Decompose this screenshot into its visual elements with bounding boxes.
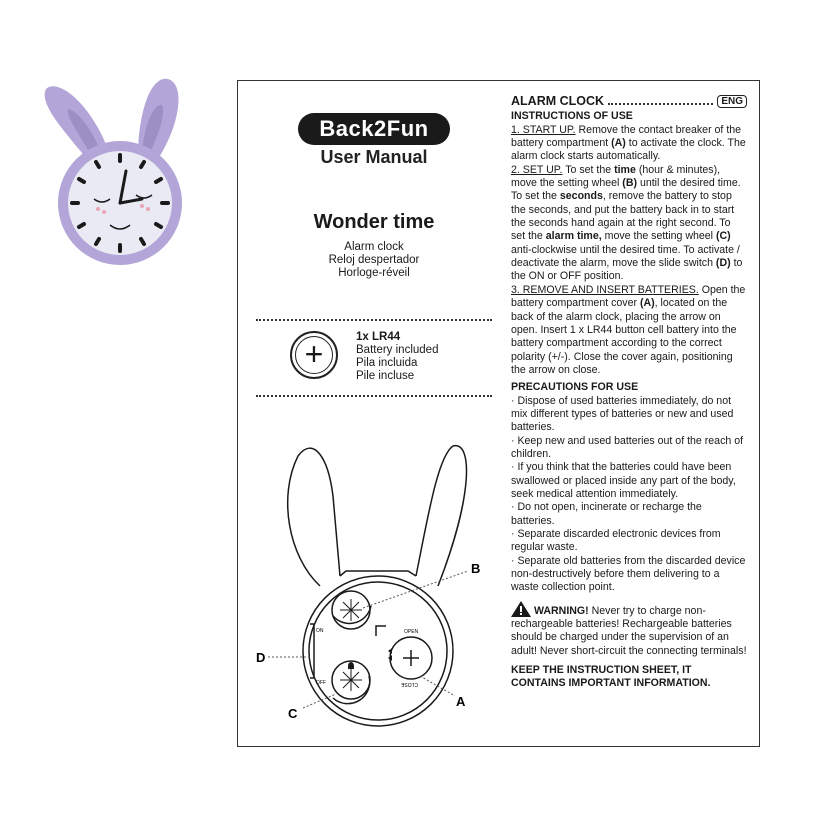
precaution-item: · Separate discarded electronic devices from regular waste. [511, 528, 721, 554]
switch-off-label: OFF [316, 680, 326, 686]
instructions-column [511, 95, 747, 691]
battery-icon [290, 331, 338, 379]
instruction-text-run: Remove the contact breaker of the battery compartment [511, 123, 742, 150]
label-c: C [288, 706, 298, 721]
instruction-text-run: To set the [562, 163, 615, 176]
instruction-step [511, 124, 747, 164]
label-a: A [456, 694, 466, 709]
instruction-text-run: (C) [715, 230, 731, 243]
battery-line: Pila incluida [356, 357, 418, 369]
switch-on-label: ON [316, 628, 324, 634]
instruction-text-run: (A) [639, 297, 655, 310]
instruction-text-run: move the setting wheel [601, 230, 716, 243]
instruction-text-run: 1. START UP. [511, 123, 576, 136]
instructions-heading: INSTRUCTIONS OF USE [511, 110, 633, 123]
instructions-body [511, 124, 747, 378]
open-label: OPEN [404, 629, 419, 635]
precaution-item: · Dispose of used batteries immediately, do not mix different types of batteries or new and used batteries. [511, 394, 734, 434]
warning-icon [511, 601, 531, 617]
product-type: Horloge-réveil [338, 267, 410, 279]
instruction-text-run: 2. SET UP. [511, 163, 563, 176]
language-badge: ENG [717, 95, 747, 108]
instruction-text-run: to the ON or OFF position. [511, 257, 743, 283]
manual-title: User Manual [320, 147, 428, 167]
instruction-text-run: , located on the back of the alarm clock, placing the arrow on open. Insert 1 x LR44 button cell battery into the battery compartment according to the correct polarity (+/-). Close the cover again, positioning the arrow on close. [511, 297, 737, 376]
bunny-clock-illustration [38, 75, 198, 275]
battery-line: Battery included [356, 344, 439, 356]
instruction-text-run: time [614, 163, 636, 176]
precautions-heading: PRECAUTIONS FOR USE [511, 381, 639, 394]
battery-title: 1x LR44 [356, 331, 401, 343]
instruction-step [511, 284, 747, 377]
instruction-text-run: (B) [622, 177, 638, 190]
product-types [278, 241, 470, 280]
precaution-item: · If you think that the batteries could have been swallowed or placed inside any part of the body, seek medical attention immediately. [511, 461, 736, 500]
warning-label: WARNING! [533, 604, 589, 617]
instruction-text-run: (D) [715, 257, 731, 270]
precaution-item: · Do not open, incinerate or recharge the batteries. [511, 501, 702, 527]
battery-line: Pile incluse [356, 370, 415, 382]
product-type: Alarm clock [344, 241, 404, 253]
label-b: B [471, 561, 481, 576]
instruction-text-run: Open the battery compartment cover [511, 283, 746, 310]
instruction-text-run: until the desired time. To set the [511, 177, 741, 203]
battery-info [356, 331, 438, 383]
product-name: Wonder time [313, 211, 435, 233]
instruction-text-run: , remove the battery to stop the seconds, and put the battery back in to start the seconds hand again at the right second. To set the [511, 190, 735, 243]
instruction-text-run: alarm time, [545, 230, 602, 243]
dotted-leader [608, 103, 713, 105]
instruction-text-run: seconds [559, 190, 603, 203]
warning-text: Never try to charge non-rechargeable batteries! Rechargeable batteries should be charged under the supervision of an adult! Never short-circuit the connecting terminals! [511, 604, 747, 657]
instruction-sheet [237, 80, 760, 747]
instruction-text-run: anti-clockwise until the desired time. To activate / deactivate the alarm, move the slide switch [511, 243, 740, 270]
keep-notice: KEEP THE INSTRUCTION SHEET, IT CONTAINS IMPORTANT INFORMATION. [511, 664, 711, 690]
precaution-item: · Keep new and used batteries out of the reach of children. [511, 434, 744, 460]
precautions-list [511, 395, 747, 595]
bell-icon [348, 662, 354, 669]
instruction-text-run: to activate the clock. The alarm clock starts automatically. [511, 137, 746, 163]
instruction-step [511, 164, 747, 284]
instruction-text-run: (hour & minutes), move the setting wheel [511, 163, 721, 190]
section-header [511, 95, 747, 108]
brand-logo: Back2Fun [298, 113, 450, 145]
instruction-text-run: 3. REMOVE AND INSERT BATTERIES. [511, 283, 699, 296]
warning-block [511, 601, 747, 658]
section-title: ALARM CLOCK [511, 94, 605, 108]
label-d: D [256, 650, 266, 665]
divider [256, 395, 492, 397]
product-type: Reloj despertador [328, 254, 420, 266]
close-label: CLOSE [401, 681, 418, 687]
instruction-text-run: (A) [611, 137, 626, 150]
divider [256, 319, 492, 321]
clock-back-diagram [248, 436, 508, 736]
precaution-item: · Separate old batteries from the discarded device non-destructively before them delivering to a waste collection point. [511, 554, 746, 594]
